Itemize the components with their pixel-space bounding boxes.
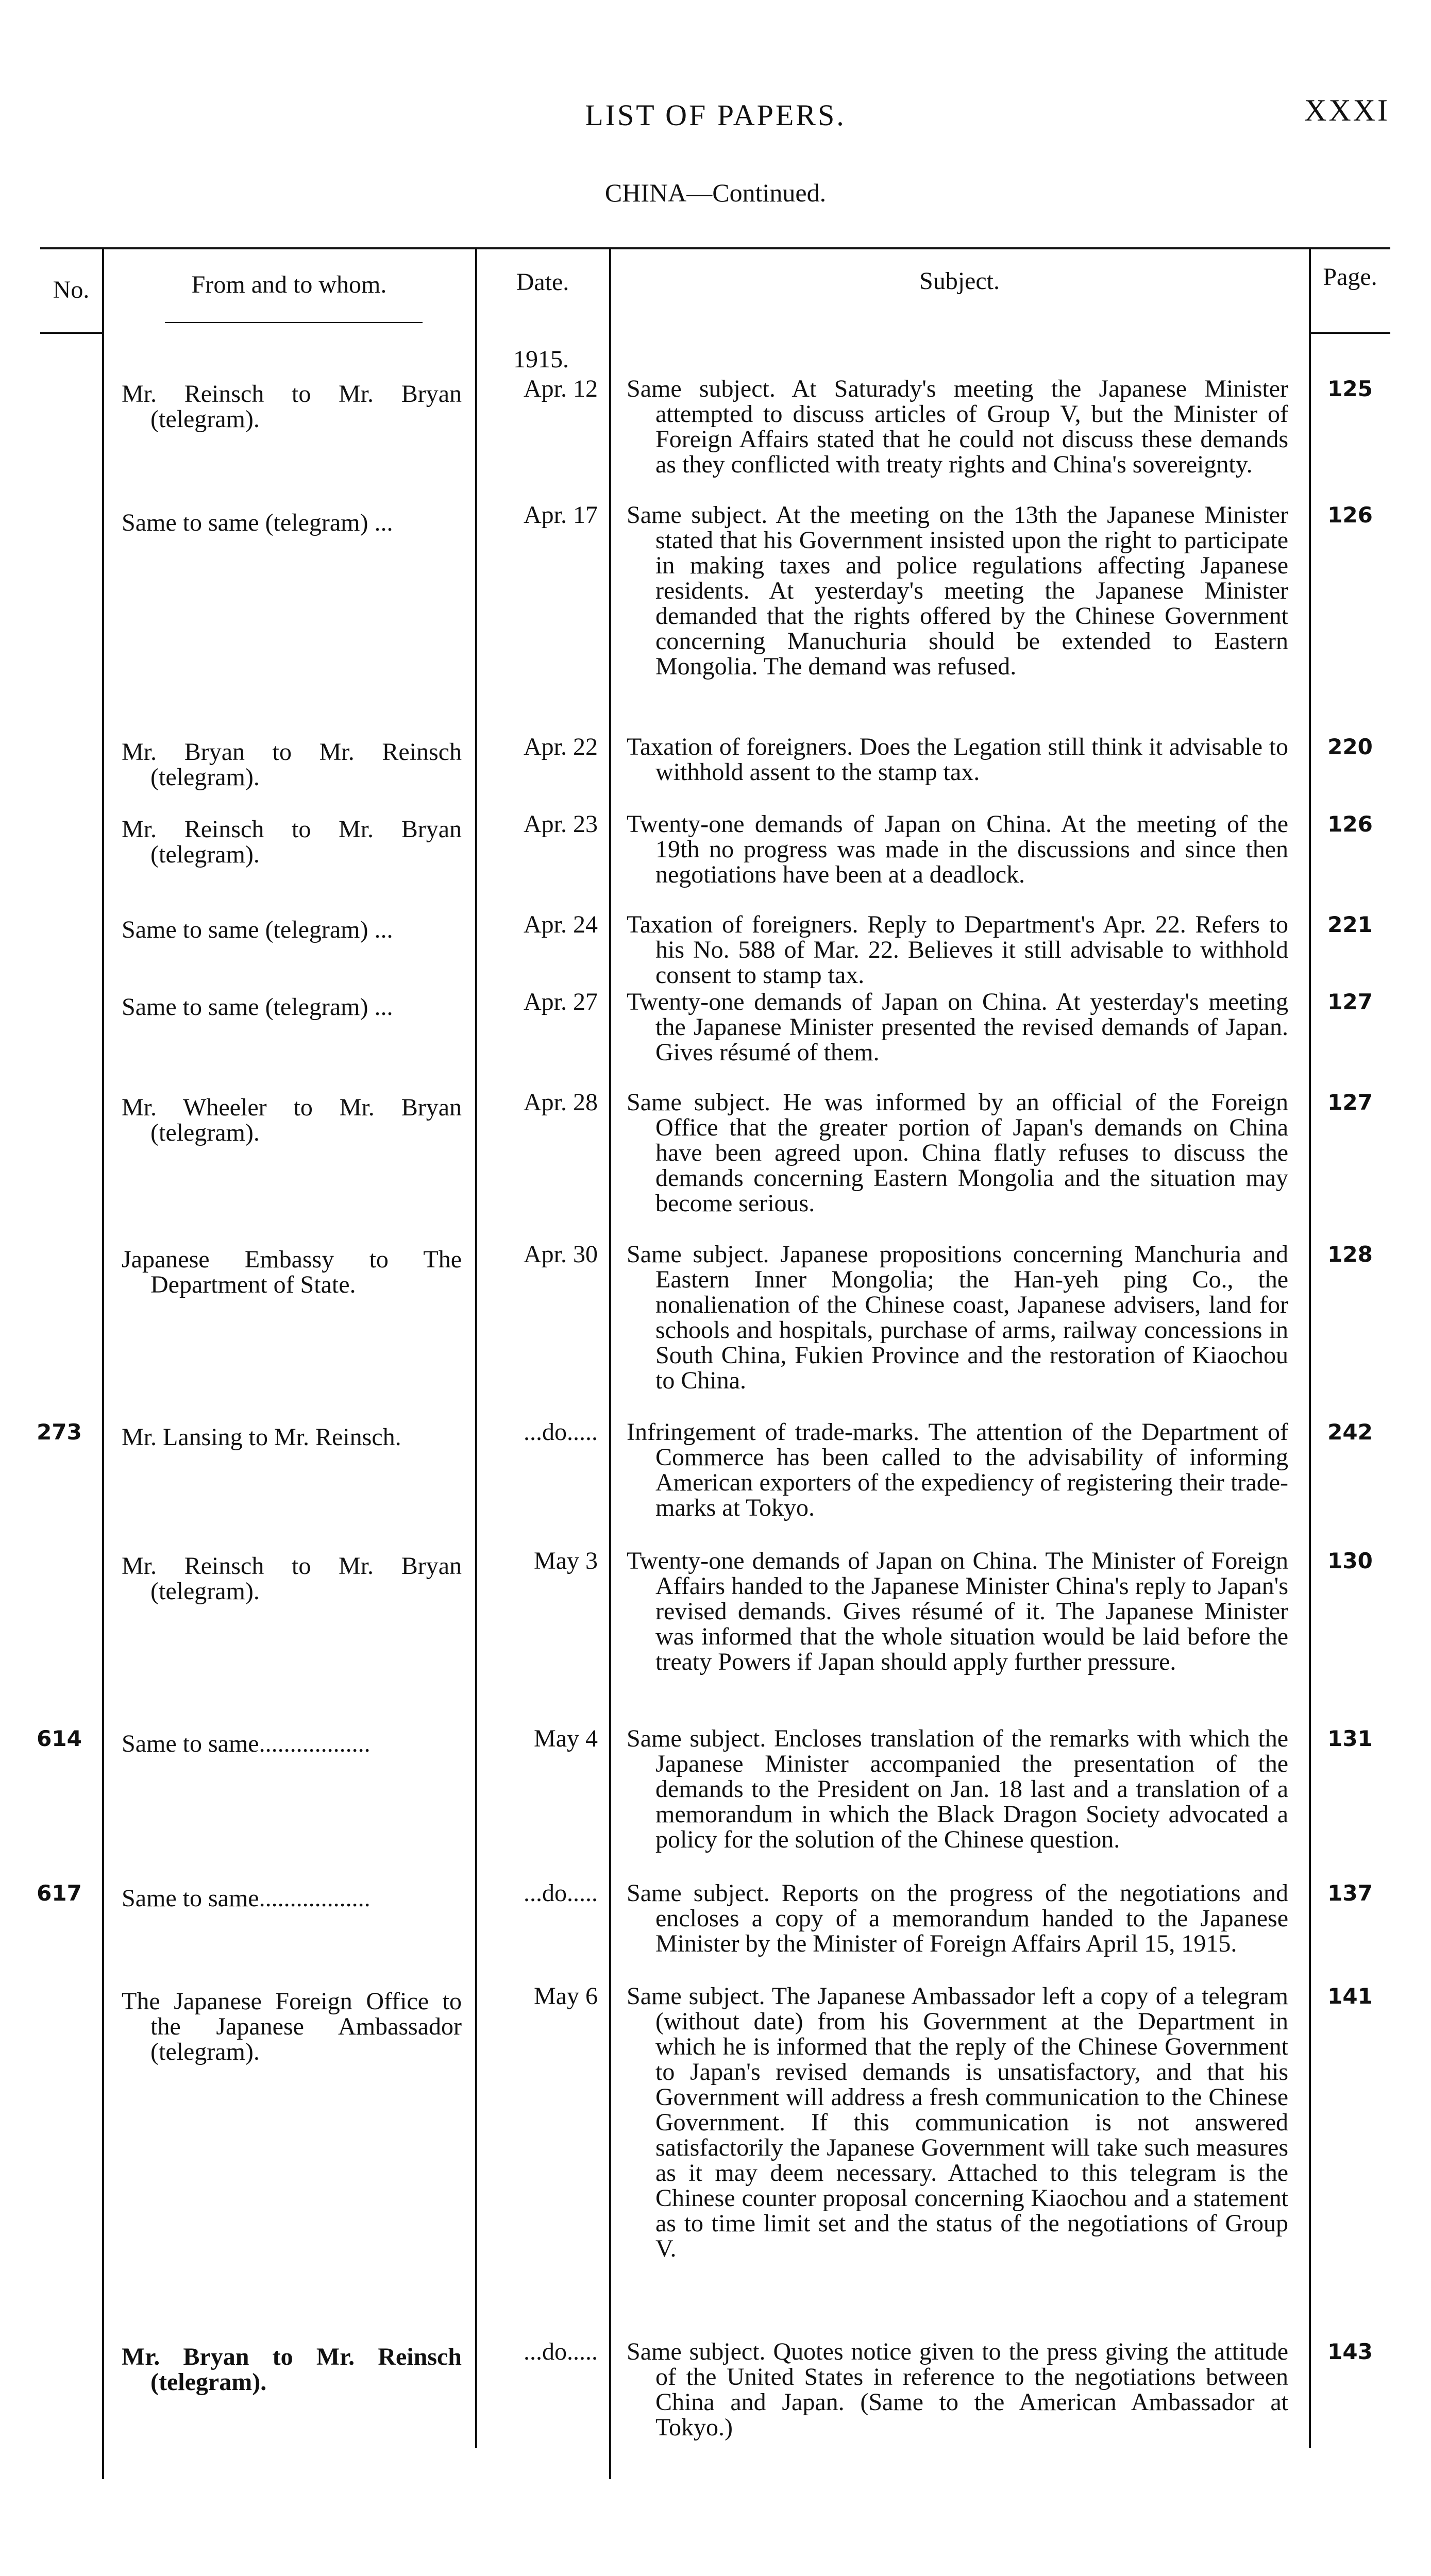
row-date: Apr. 30 [524,1241,598,1268]
year-label: 1915. [513,346,569,373]
row-page-reference: 126 [1327,502,1373,528]
leader-dots: ... [374,509,393,536]
row-date: Apr. 28 [524,1089,598,1116]
row-correspondents [122,917,462,942]
table-header-rule [40,332,102,334]
row-correspondents: Mr. Wheeler to Mr. Bryan (telegram). [122,1094,462,1146]
row-subject: Same subject. The Japanese Ambassador left a copy of a telegram (without date) from his Government at the Department in which he is informed that the reply of the Chinese Government to Japan's revised demands is unsatisfactory, and that his Government will address a fresh communication to the Chinese Government. If this communication is not answered satisfactorily the Japanese Government will take such measures as it may deem necessary. Attached to this telegram is the Chinese counter proposal concerning Kiaochou and a statement as to time limit set and the status of the negotiations of Group V. [627,1982,1288,2262]
row-subject: Taxation of foreigners. Does the Legation still think it advisable to withhold assent to the stamp tax. [627,733,1288,786]
row-correspondents [122,510,462,535]
row-correspondents-text: Same to same [122,1730,259,1757]
column-divider-3 [609,248,611,2479]
row-date: May 4 [534,1725,598,1752]
table-top-rule [40,247,1390,249]
column-header-from: From and to whom. [191,271,387,298]
row-date: ...do..... [524,2338,598,2365]
row-date: Apr. 12 [524,375,598,402]
row-subject: Infringement of trade-marks. The attention of the Department of Commerce has been called to the advisability of informing American exporters of the expediency of registering their trade-marks at Tokyo. [627,1418,1288,1521]
row-subject: Same subject. Japanese propositions concerning Manchuria and Eastern Inner Mongolia; the Han-yeh ping Co., the nonalienation of the Chinese coast, Japanese advisers, land for schools and hospitals, purchase of arms, railway concessions in South China, Fukien Province and the restoration of Kiaochou to China. [627,1241,1288,1394]
row-page-reference: 220 [1327,734,1373,759]
row-page-reference: 127 [1327,1090,1373,1115]
from-header-underline [165,322,423,323]
row-correspondents: Mr. Bryan to Mr. Reinsch (telegram). [122,738,462,791]
column-header-date: Date. [516,268,569,296]
row-page-reference: 130 [1327,1548,1373,1573]
row-correspondents: Mr. Reinsch to Mr. Bryan (telegram). [122,816,462,868]
row-page-reference: 221 [1327,912,1373,937]
row-date: Apr. 24 [524,911,598,938]
row-correspondents: Mr. Reinsch to Mr. Bryan (telegram). [122,380,462,433]
column-divider-1 [102,248,104,2479]
row-correspondents-text: Same to same (telegram) [122,916,368,943]
row-subject: Same subject. At the meeting on the 13th the Japanese Minister stated that his Government insisted upon the right to participate in making taxes and police regulations affecting Japanese residents. At yesterday's meeting the Japanese Minister demanded that the rights offered by the Chinese Government concerning Manuchuria should be extended to Eastern Mongolia. The demand was refused. [627,501,1288,680]
row-page-reference: 125 [1327,376,1373,401]
column-header-subject: Subject. [919,267,1000,295]
row-number: 617 [37,1880,82,1906]
row-subject: Taxation of foreigners. Reply to Department's Apr. 22. Refers to his No. 588 of Mar. 22. Believes it still advisable to withhold consent to stamp tax. [627,911,1288,989]
row-number: 614 [37,1726,82,1751]
row-page-reference: 131 [1327,1726,1373,1751]
row-correspondents: Mr. Lansing to Mr. Reinsch. [122,1423,401,1451]
leader-dots: ... [374,916,393,943]
column-divider-4 [1309,248,1311,2448]
row-date: ...do..... [524,1418,598,1446]
leader-dots: .................. [259,1730,371,1757]
section-subtitle: CHINA—Continued. [604,178,827,207]
row-correspondents-text: Same to same (telegram) [122,509,368,536]
row-page-reference: 127 [1327,989,1373,1014]
row-date: May 6 [534,1982,598,2010]
row-subject: Twenty-one demands of Japan on China. At the meeting of the 19th no progress was made in the discussions and since then negotiations have been at a deadlock. [627,810,1288,888]
row-page-reference: 143 [1327,2339,1373,2364]
row-page-reference: 128 [1327,1242,1373,1267]
row-date: Apr. 22 [524,733,598,760]
row-correspondents [122,1731,462,1756]
table-header-rule-page [1309,332,1390,334]
leader-dots: .................. [259,1885,371,1912]
row-correspondents: Mr. Reinsch to Mr. Bryan (telegram). [122,1552,462,1605]
row-date: May 3 [534,1547,598,1574]
row-correspondents: Japanese Embassy to The Department of State. [122,1246,462,1298]
row-subject: Same subject. Encloses translation of the remarks with which the Japanese Minister accompanied the presentation of the demands to the President on Jan. 18 last and a translation of a memorandum in which the Black Dragon Society advocated a policy for the solution of the Chinese question. [627,1725,1288,1853]
row-correspondents-text: Same to same [122,1885,259,1912]
page-title: LIST OF PAPERS. [585,98,846,132]
row-correspondents [122,1886,462,1911]
column-header-page: Page. [1323,263,1377,291]
row-date: ...do..... [524,1879,598,1907]
row-subject: Same subject. At Saturady's meeting the Japanese Minister attempted to discuss articles of Group V, but the Minister of Foreign Affairs stated that he could not discuss these demands as they conflicted with treaty rights and China's sovereignty. [627,375,1288,478]
row-correspondents: The Japanese Foreign Office to the Japanese Ambassador (telegram). [122,1988,462,2065]
row-date: Apr. 23 [524,810,598,838]
row-subject: Twenty-one demands of Japan on China. At yesterday's meeting the Japanese Minister presented the revised demands of Japan. Gives résumé of them. [627,988,1288,1066]
row-correspondents [122,994,462,1020]
row-page-reference: 126 [1327,811,1373,837]
row-subject: Twenty-one demands of Japan on China. The Minister of Foreign Affairs handed to the Japanese Minister China's reply to Japan's revised demands. Gives résumé of it. The Japanese Minister was informed that the whole situation would be laid before the treaty Powers if Japan should apply further pressure. [627,1547,1288,1675]
row-number: 273 [37,1419,82,1445]
row-date: Apr. 27 [524,988,598,1015]
column-divider-2 [475,248,477,2448]
row-page-reference: 242 [1327,1419,1373,1445]
row-date: Apr. 17 [524,501,598,529]
row-subject: Same subject. Reports on the progress of the negotiations and encloses a copy of a memorandum handed to the Japanese Minister by the Minister of Foreign Affairs April 15, 1915. [627,1879,1288,1957]
page-number: XXXI [1304,93,1390,127]
row-page-reference: 137 [1327,1880,1373,1906]
row-subject: Same subject. He was informed by an official of the Foreign Office that the greater portion of Japan's demands on China have been agreed upon. China flatly refuses to discuss the demands concerning Eastern Mongolia and the situation may become serious. [627,1089,1288,1217]
column-header-no: No. [53,276,90,303]
row-subject: Same subject. Quotes notice given to the press giving the attitude of the United States in reference to the negotiations between China and Japan. (Same to the American Ambassador at Tokyo.) [627,2338,1288,2441]
row-correspondents: Mr. Bryan to Mr. Reinsch (telegram). [122,2343,462,2396]
row-page-reference: 141 [1327,1984,1373,2009]
row-correspondents-text: Same to same (telegram) [122,993,368,1021]
leader-dots: ... [374,993,393,1021]
